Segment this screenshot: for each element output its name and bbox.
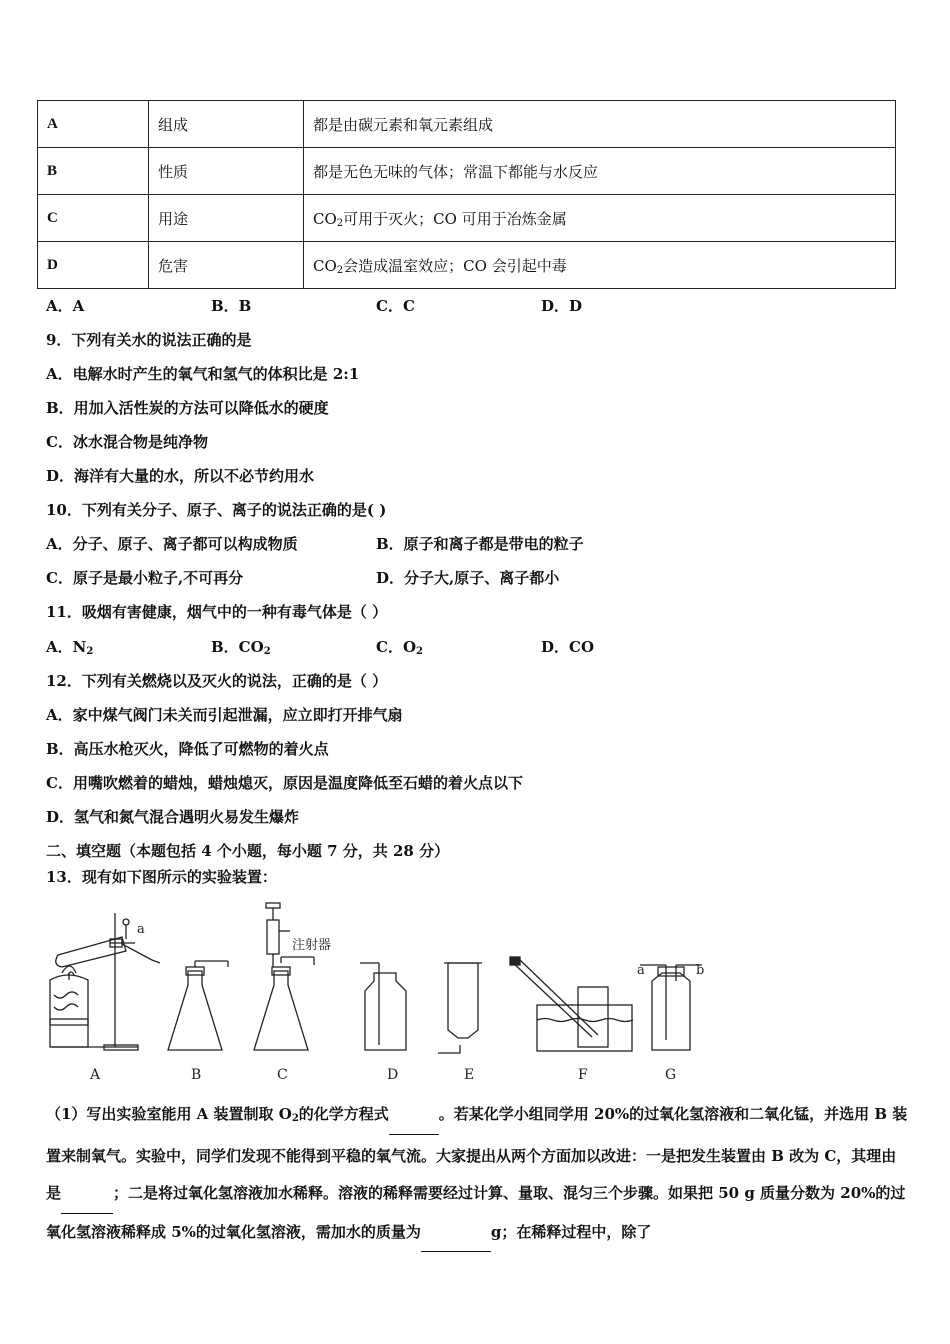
q11-option-b: B．$CO_2$ [211,638,271,657]
q8-option-b: B．B [211,297,252,315]
row-label: B [38,148,149,195]
q8-option-c: C．C [376,297,415,315]
port-a-label-g: a [637,963,645,978]
q13-stem: 13．现有如下图所示的实验装置： [46,868,277,886]
q13-part1-paragraph: （1）写出实验室能用 A 装置制取 $O_2$的化学方程式 。若某化学小组同学用 20%的过氧化氢溶液和二氧化锰，并选用 B 装置来制氧气。实验中，同学们发现不能得到平稳的氧气流。大家提出从两个方面加以改进：一是把发生装置由 B 改为 C，其理由是 ；二是将过氧化氢溶液加水稀释。溶液的稀释需要经过计算、量取、混匀三个步骤。如果把 50 g 质量分数为 20%的过氧化氢溶液稀释成 5%的过氧化氢溶液，需加水的质量为 g；在稀释过程中，除了 [46,1096,908,1252]
port-a-label-a: a [137,922,145,937]
q8-option-d: D．D [541,297,583,315]
apparatus-b-illustration [168,961,228,1050]
q9-stem: 9．下列有关水的说法正确的是 [46,331,252,349]
row-label: D [38,242,149,289]
apparatus-label-a: A [90,1067,101,1083]
q12-option-a: A．家中煤气阀门未关而引起泄漏，应立即打开排气扇 [46,706,403,724]
apparatus-f-illustration [510,957,633,1051]
apparatus-label-d: D [387,1067,399,1083]
q11-option-d: D．CO [541,638,595,656]
q9-option-d: D．海洋有大量的水，所以不必节约用水 [46,467,315,485]
q12-option-b: B．高压水枪灭火，降低了可燃物的着火点 [46,740,329,758]
q10-stem: 10．下列有关分子、原子、离子的说法正确的是( ) [46,501,387,519]
row-category: 危害 [149,242,304,289]
answer-blank-1[interactable] [389,1096,439,1135]
apparatus-label-e: E [464,1067,475,1083]
q11-option-a: A．$N_2$ [46,638,94,657]
q10-option-a: A．分子、原子、离子都可以构成物质 [46,535,298,553]
port-b-label-g: b [696,963,705,978]
row-description: $CO_2$可用于灭火；CO 可用于冶炼金属 [304,195,896,242]
q11-option-c: C．$O_2$ [376,638,423,657]
table-row [38,195,896,242]
apparatus-label-b: B [191,1067,202,1083]
row-category: 组成 [149,101,304,148]
comparison-table [37,100,896,289]
syringe-label: 注射器 [292,938,332,953]
row-category: 用途 [149,195,304,242]
table-row [38,242,896,289]
row-label: C [38,195,149,242]
apparatus-label-c: C [277,1067,288,1083]
apparatus-figure [40,895,740,1085]
apparatus-c-illustration [254,903,314,1050]
row-description: 都是无色无味的气体；常温下都能与水反应 [304,148,896,195]
answer-blank-2[interactable] [61,1175,113,1214]
row-description: $CO_2$会造成温室效应；CO 会引起中毒 [304,242,896,289]
row-category: 性质 [149,148,304,195]
apparatus-g-illustration [640,963,705,1050]
q10-option-d: D．分子大,原子、离子都小 [376,569,560,587]
q10-option-b: B．原子和离子都是带电的粒子 [376,535,584,553]
row-label: A [38,101,149,148]
row-description: 都是由碳元素和氧元素组成 [304,101,896,148]
apparatus-label-g: G [665,1067,677,1083]
q12-option-c: C．用嘴吹燃着的蜡烛，蜡烛熄灭，原因是温度降低至石蜡的着火点以下 [46,774,523,792]
q10-option-c: C．原子是最小粒子,不可再分 [46,569,244,587]
apparatus-d-illustration [360,963,406,1050]
q9-option-c: C．冰水混合物是纯净物 [46,433,208,451]
table-row [38,101,896,148]
section-heading: 二、填空题（本题包括 4 个小题，每小题 7 分，共 28 分） [46,842,450,860]
table-row [38,148,896,195]
q12-option-d: D．氢气和氮气混合遇明火易发生爆炸 [46,808,300,826]
q9-option-a: A．电解水时产生的氧气和氢气的体积比是 2:1 [46,365,360,383]
apparatus-e-illustration [438,963,482,1053]
q11-stem: 11．吸烟有害健康，烟气中的一种有毒气体是（ ） [46,603,388,621]
apparatus-label-f: F [578,1067,588,1083]
q8-option-a: A．A [46,297,85,315]
q12-stem: 12．下列有关燃烧以及灭火的说法，正确的是（ ） [46,672,388,690]
q9-option-b: B．用加入活性炭的方法可以降低水的硬度 [46,399,329,417]
answer-blank-3[interactable] [421,1214,491,1253]
